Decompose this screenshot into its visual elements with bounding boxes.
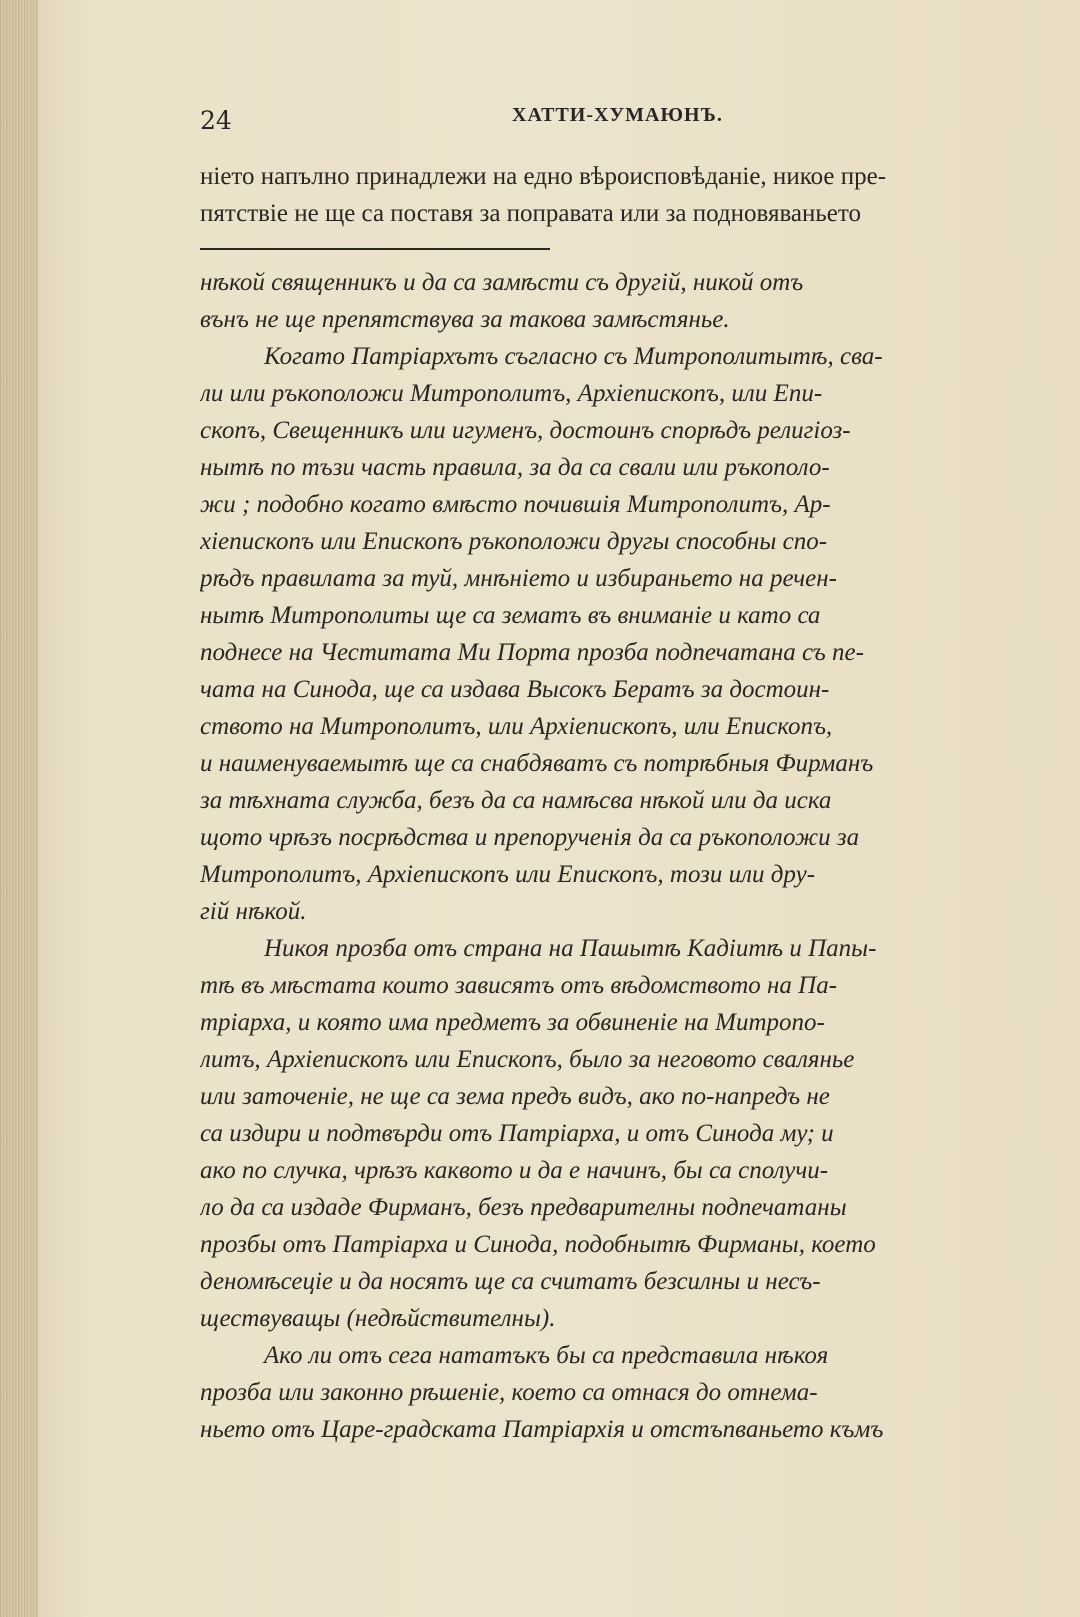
text-line: поднесе на Честитата Ми Порта прозба подпечатана съ пе- — [200, 639, 864, 666]
text-line: деномѣсеціе и да носятъ ще са считатъ безсилны и несъ- — [200, 1268, 821, 1295]
text-line: рѣдъ правилата за туй, мнѣніето и избираньето на речен- — [200, 565, 837, 592]
text-line: за тѣхната служба, безъ да са намѣсва нѣкой или да иска — [200, 787, 832, 814]
paragraph-start-line: Ако ли отъ сега нататъкъ бы са представила нѣкоя — [264, 1342, 829, 1369]
text-line: ако по случка, чрѣзъ каквото и да е начинъ, бы са сполучи- — [200, 1157, 829, 1184]
text-line: ло да са издаде Фирманъ, безъ предварителны подпечатаны — [200, 1194, 847, 1221]
text-line: вънъ не ще препятствува за такова замѣстяньe. — [200, 306, 730, 333]
text-line: жи ; подобно когато вмѣсто почившія Митрополитъ, Ар- — [200, 491, 831, 518]
paragraph-start-line: Никоя прозба отъ страна на Пашытѣ Кадіитѣ и Папы- — [264, 935, 877, 962]
page-number: 24 — [200, 106, 232, 135]
text-line: скопъ, Свещенникъ или игуменъ, достоинъ спорѣдъ религіоз- — [200, 417, 851, 444]
text-line: и наименуваемытѣ ще са снабдяватъ съ потрѣбныя Фирманъ — [200, 750, 874, 777]
text-line: литъ, Архіепископъ или Епископъ, было за неговото сваляньe — [200, 1046, 855, 1073]
text-line: са издири и подтвърди отъ Патріарха, и отъ Синода му; и — [200, 1120, 834, 1147]
text-line: прозбы отъ Патріарха и Синода, подобнытѣ Фирманы, което — [200, 1231, 876, 1258]
text-line: ли или ръкоположи Митрополитъ, Архіепископъ, или Епи- — [200, 380, 823, 407]
text-line: нѣкой священникъ и да са замѣсти съ другій, никой отъ — [200, 269, 804, 296]
running-title: ХАТТИ-ХУМАЮНЪ. — [512, 104, 723, 126]
text-line: прозба или законно рѣшеніе, което са отнася до отнема- — [200, 1379, 818, 1406]
text-line: или заточеніе, не ще са зема предъ видъ, ако по-напредъ не — [200, 1083, 830, 1110]
text-line: ніето напълно принадлежи на едно вѣроисповѣданіе, никое пре- — [200, 163, 887, 190]
text-line: щото чрѣзъ посрѣдства и препорученія да са ръкоположи за — [200, 824, 860, 851]
page-body — [200, 158, 1040, 1448]
text-line: ществуващы (недѣйствителны). — [200, 1305, 556, 1332]
paragraph-start-line: Когато Патріархътъ съгласно съ Митрополитытѣ, сва- — [264, 343, 883, 370]
text-line: ството на Митрополитъ, или Архіепископъ, или Епископъ, — [200, 713, 833, 740]
text-line: гій нѣкой. — [200, 898, 307, 925]
text-line: пятствіе не ще са поставя за поправата или за подновяваньето — [200, 200, 861, 227]
text-line: ньето отъ Царе-градската Патріархія и отстъпваньето къмъ — [200, 1416, 884, 1443]
text-line: чата на Синода, ще са издава Высокъ Бератъ за достоин- — [200, 676, 830, 703]
section-divider — [200, 248, 550, 250]
text-line: нытѣ по тъзи часть правила, за да са свали или ръкополо- — [200, 454, 830, 481]
text-line: тѣ въ мѣстата които зависятъ отъ вѣдомството на Па- — [200, 972, 838, 999]
text-line: тріарха, и която има предметъ за обвиненіе на Митропо- — [200, 1009, 825, 1036]
text-line: хіепископъ или Епископъ ръкоположи другы способны спо- — [200, 528, 828, 555]
text-line: Митрополитъ, Архіепископъ или Епископъ, този или дру- — [200, 861, 816, 888]
book-binding-edge — [0, 0, 38, 1617]
text-line: нытѣ Митрополиты ще са зематъ въ вниманіе и като са — [200, 602, 821, 629]
page-header — [200, 100, 1000, 140]
